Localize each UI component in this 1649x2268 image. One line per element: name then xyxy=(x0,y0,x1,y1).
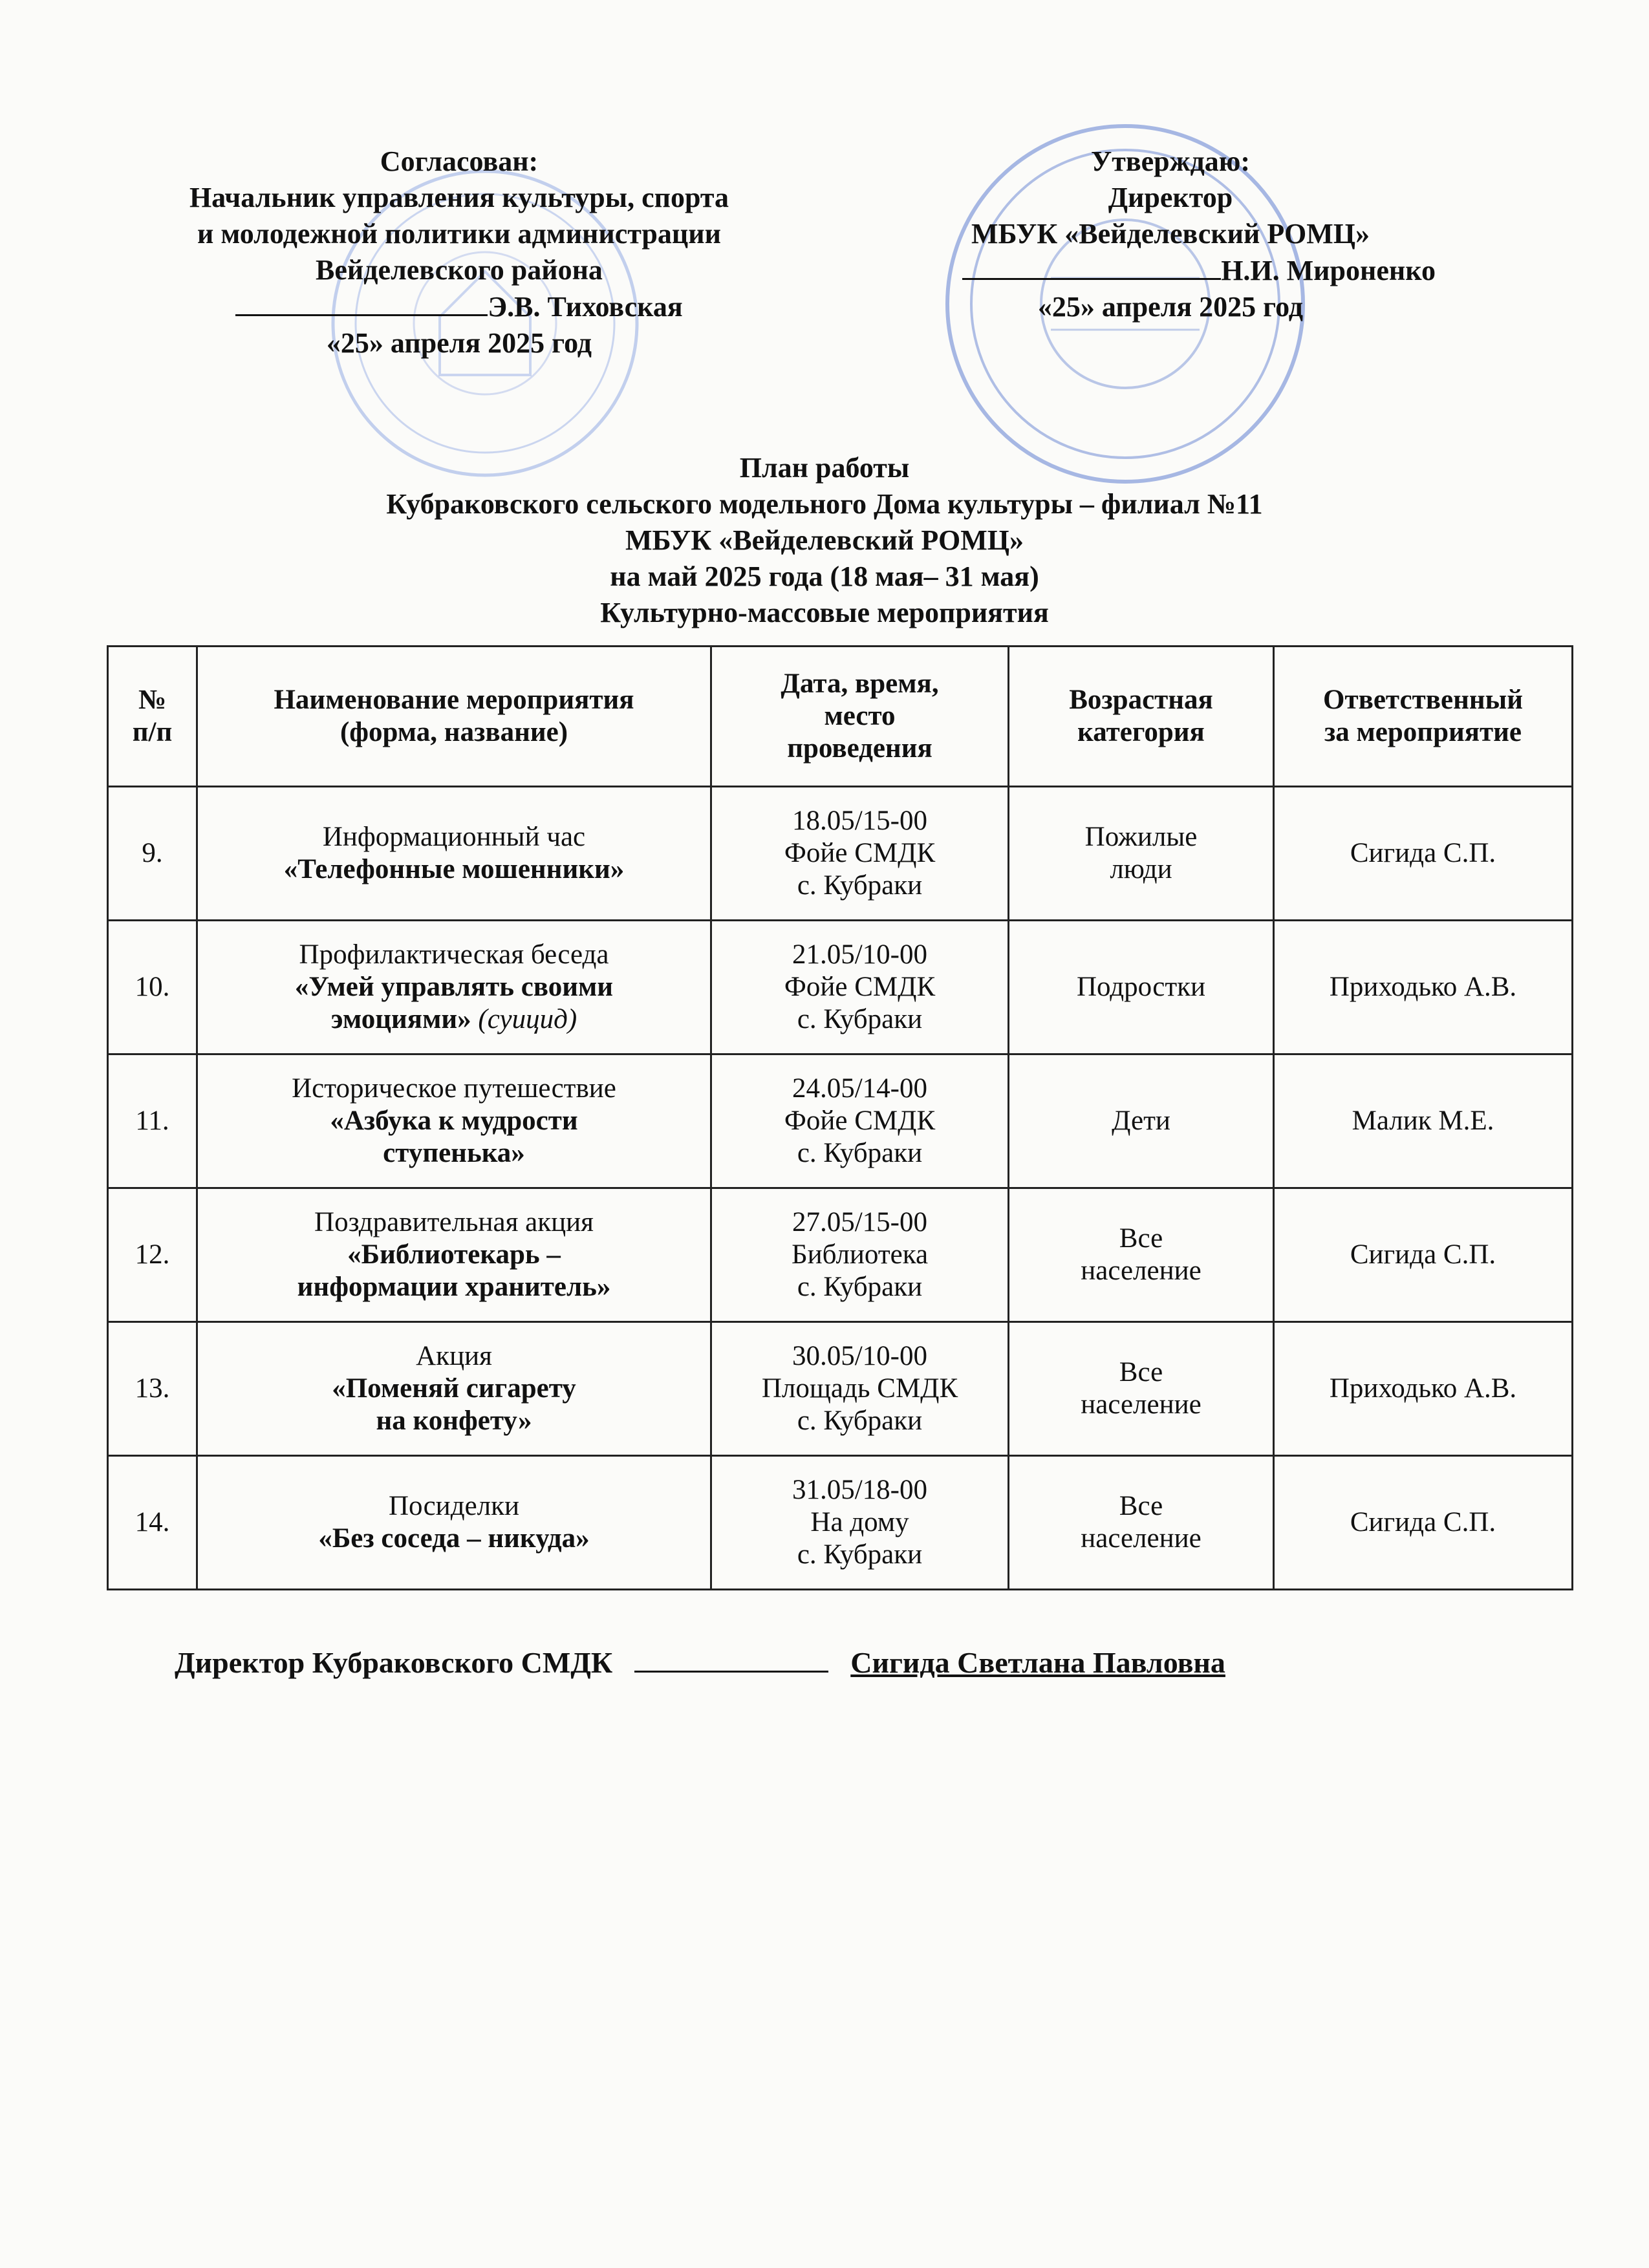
table-row xyxy=(108,787,1573,921)
cell-number: 11. xyxy=(108,1054,197,1188)
cell-number: 10. xyxy=(108,921,197,1054)
header-age-category: Возрастная категория xyxy=(1009,647,1274,787)
approval-left-position-1: Начальник управления культуры, спорта xyxy=(189,182,729,213)
cell-date-place: 30.05/10-00 Площадь СМДК с. Кубраки xyxy=(711,1322,1009,1456)
cell-event: Профилактическая беседа «Умей управлять своими эмоциями» (суицид) xyxy=(197,921,711,1054)
director-signature-line xyxy=(175,1642,1225,1680)
director-label: Директор Кубраковского СМДК xyxy=(175,1646,613,1679)
cell-event: Информационный час «Телефонные мошенники» xyxy=(197,787,711,921)
approval-right-heading: Утверждаю: xyxy=(1090,145,1251,177)
approval-right-signatory: Н.И. Мироненко xyxy=(1221,255,1436,286)
cell-responsible: Приходько А.В. xyxy=(1274,1322,1573,1456)
approval-left-date: «25» апреля 2025 год xyxy=(326,327,592,359)
cell-age: Подростки xyxy=(1009,921,1274,1054)
signature-blank-left xyxy=(235,288,488,316)
cell-number: 13. xyxy=(108,1322,197,1456)
approval-left-signature-line xyxy=(91,288,828,325)
title-line-3: МБУК «Вейделевский РОМЦ» xyxy=(625,524,1024,556)
cell-age: Все население xyxy=(1009,1188,1274,1322)
approval-left-signatory: Э.В. Тиховская xyxy=(488,291,683,323)
approval-left-district: Вейделевского района xyxy=(316,254,603,286)
cell-number: 9. xyxy=(108,787,197,921)
cell-age: Все население xyxy=(1009,1456,1274,1590)
document-title xyxy=(0,450,1649,631)
table-row xyxy=(108,1322,1573,1456)
title-line-2: Кубраковского сельского модельного Дома культуры – филиал №11 xyxy=(386,488,1263,520)
events-table xyxy=(107,645,1573,1590)
signature-blank-footer xyxy=(634,1642,828,1673)
cell-date-place: 31.05/18-00 На дому с. Кубраки xyxy=(711,1456,1009,1590)
header-number: № п/п xyxy=(108,647,197,787)
title-line-4: на май 2025 года (18 мая– 31 мая) xyxy=(610,561,1039,592)
table-row xyxy=(108,1054,1573,1188)
cell-age: Пожилые люди xyxy=(1009,787,1274,921)
table-header-row xyxy=(108,647,1573,787)
cell-age: Все население xyxy=(1009,1322,1274,1456)
approval-block-right xyxy=(879,144,1461,325)
cell-event: Историческое путешествие «Азбука к мудрости ступенька» xyxy=(197,1054,711,1188)
approval-left-heading: Согласован: xyxy=(380,145,539,177)
cell-responsible: Сигида С.П. xyxy=(1274,1188,1573,1322)
cell-responsible: Сигида С.П. xyxy=(1274,1456,1573,1590)
cell-date-place: 18.05/15-00 Фойе СМДК с. Кубраки xyxy=(711,787,1009,921)
cell-event: Поздравительная акция «Библиотекарь – информации хранитель» xyxy=(197,1188,711,1322)
approval-right-organization: МБУК «Вейделевский РОМЦ» xyxy=(971,218,1370,250)
cell-date-place: 27.05/15-00 Библиотека с. Кубраки xyxy=(711,1188,1009,1322)
cell-responsible: Малик М.Е. xyxy=(1274,1054,1573,1188)
title-line-5: Культурно-массовые мероприятия xyxy=(600,597,1049,628)
approval-block-left xyxy=(91,144,828,361)
approval-right-position: Директор xyxy=(1108,182,1233,213)
director-name: Сигида Светлана Павловна xyxy=(850,1646,1225,1679)
header-date-place: Дата, время, место проведения xyxy=(711,647,1009,787)
cell-age: Дети xyxy=(1009,1054,1274,1188)
table-row xyxy=(108,921,1573,1054)
cell-event: Посиделки «Без соседа – никуда» xyxy=(197,1456,711,1590)
cell-number: 14. xyxy=(108,1456,197,1590)
title-line-1: План работы xyxy=(739,452,910,484)
table-row xyxy=(108,1188,1573,1322)
cell-date-place: 21.05/10-00 Фойе СМДК с. Кубраки xyxy=(711,921,1009,1054)
approval-right-date: «25» апреля 2025 год xyxy=(1037,291,1304,323)
cell-responsible: Сигида С.П. xyxy=(1274,787,1573,921)
header-event-name: Наименование мероприятия (форма, название) xyxy=(197,647,711,787)
signature-blank-right xyxy=(962,252,1221,280)
approval-right-signature-line xyxy=(879,252,1461,289)
approval-left-position-2: и молодежной политики администрации xyxy=(197,218,721,250)
cell-date-place: 24.05/14-00 Фойе СМДК с. Кубраки xyxy=(711,1054,1009,1188)
header-responsible: Ответственный за мероприятие xyxy=(1274,647,1573,787)
cell-responsible: Приходько А.В. xyxy=(1274,921,1573,1054)
table-row xyxy=(108,1456,1573,1590)
cell-number: 12. xyxy=(108,1188,197,1322)
cell-event: Акция «Поменяй сигарету на конфету» xyxy=(197,1322,711,1456)
